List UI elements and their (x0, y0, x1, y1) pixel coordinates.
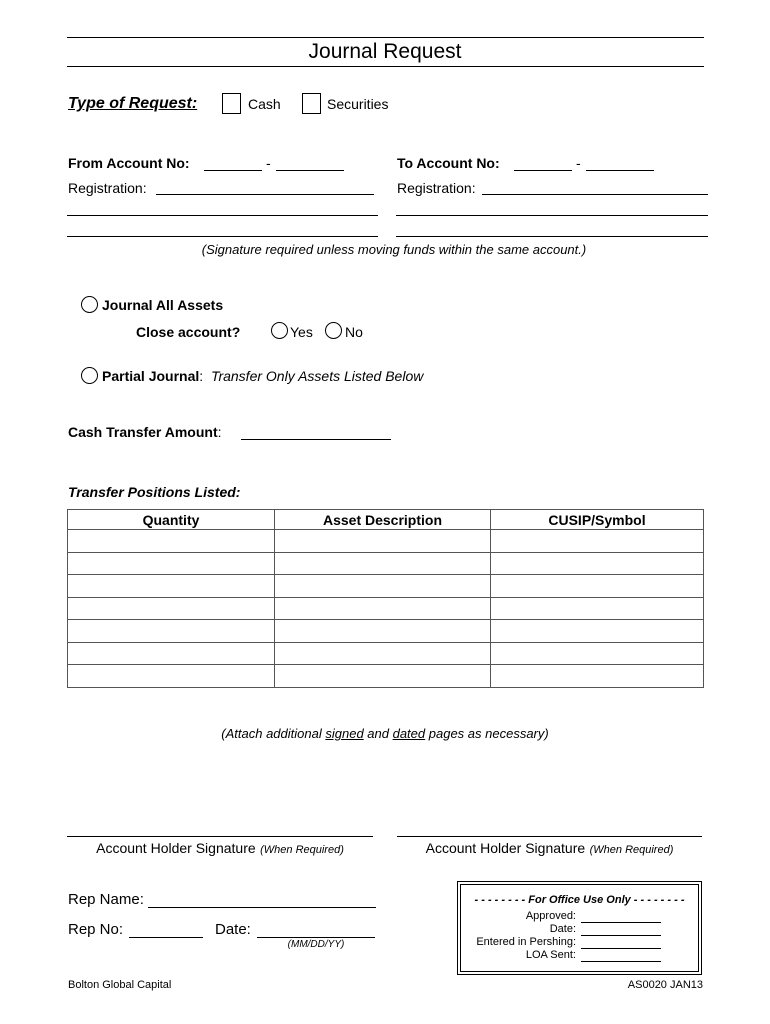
date-format-hint: (MM/DD/YY) (287, 939, 345, 950)
signature-right-label: Account Holder Signature (425, 840, 586, 856)
to-account-dash: - (576, 155, 581, 171)
rep-no-label: Rep No: (68, 921, 124, 938)
office-use-title: - - - - - - - - For Office Use Only - - - - - - - - (474, 894, 685, 906)
attach-note-dated: dated (392, 726, 426, 741)
from-registration-field-1[interactable] (156, 194, 374, 195)
rep-name-label: Rep Name: (68, 891, 144, 908)
table-row (68, 530, 704, 553)
cell-asset-description[interactable] (275, 642, 491, 665)
table-row (68, 642, 704, 665)
cell-quantity[interactable] (68, 642, 275, 665)
to-registration-field-3[interactable] (396, 236, 708, 237)
partial-journal-radio[interactable] (81, 367, 98, 384)
office-loa-label: LOA Sent: (525, 949, 576, 961)
type-of-request-label: Type of Request: (68, 95, 198, 112)
cell-quantity[interactable] (68, 530, 275, 553)
title-rule-bottom (67, 66, 704, 67)
office-entered-label: Entered in Pershing: (476, 936, 576, 948)
cell-cusip-symbol[interactable] (491, 620, 704, 643)
column-header-asset-description: Asset Description (275, 510, 491, 530)
close-account-yes-radio[interactable] (271, 322, 288, 339)
cash-transfer-colon: : (217, 424, 222, 440)
account-holder-signature-field-right[interactable] (397, 836, 702, 837)
cell-quantity[interactable] (68, 552, 275, 575)
partial-journal-note: Transfer Only Assets Listed Below (210, 368, 424, 384)
partial-journal-label: Partial Journal (102, 368, 200, 384)
attach-note-part3: pages as necessary) (425, 726, 549, 741)
from-account-field-2[interactable] (276, 170, 344, 171)
transfer-positions-label: Transfer Positions Listed: (68, 484, 241, 500)
column-header-quantity: Quantity (68, 510, 275, 530)
to-registration-field-2[interactable] (396, 215, 708, 216)
office-approved-label: Approved: (525, 910, 576, 922)
attach-note-part1: (Attach additional (221, 726, 326, 741)
securities-checkbox[interactable] (302, 93, 321, 114)
close-account-no-radio[interactable] (325, 322, 342, 339)
signature-left-note: (When Required) (260, 844, 344, 856)
attach-note-part2: and (363, 726, 393, 741)
from-account-label: From Account No: (68, 155, 190, 171)
signature-left-label: Account Holder Signature (96, 840, 256, 856)
to-account-field-1[interactable] (514, 170, 572, 171)
rep-name-field[interactable] (148, 907, 376, 908)
from-registration-field-2[interactable] (67, 215, 378, 216)
office-date-field[interactable] (581, 935, 661, 936)
cell-quantity[interactable] (68, 575, 275, 598)
to-registration-label: Registration: (397, 180, 476, 196)
close-account-label: Close account? (136, 324, 241, 340)
table-header-row (68, 510, 704, 530)
cell-quantity[interactable] (68, 597, 275, 620)
close-account-no-label: No (345, 324, 363, 340)
office-loa-field[interactable] (581, 961, 661, 962)
page-title: Journal Request (308, 40, 462, 63)
from-account-dash: - (266, 155, 271, 171)
footer-form-code: AS0020 JAN13 (627, 979, 703, 991)
table-row (68, 665, 704, 688)
table-row (68, 597, 704, 620)
signature-required-note: (Signature required unless moving funds within the same account.) (201, 242, 587, 257)
cell-cusip-symbol[interactable] (491, 642, 704, 665)
cash-checkbox[interactable] (222, 93, 241, 114)
from-account-field-1[interactable] (204, 170, 262, 171)
account-holder-signature-field-left[interactable] (67, 836, 373, 837)
close-account-yes-label: Yes (290, 324, 313, 340)
to-account-field-2[interactable] (586, 170, 654, 171)
office-date-label: Date: (549, 923, 576, 935)
attach-pages-note (0, 726, 770, 741)
cash-transfer-line (68, 424, 222, 440)
from-registration-label: Registration: (68, 180, 147, 196)
rep-no-field[interactable] (129, 937, 203, 938)
cash-transfer-label: Cash Transfer Amount (68, 424, 218, 440)
signature-right-note: (When Required) (589, 844, 674, 856)
partial-journal-colon: : (199, 368, 204, 384)
journal-all-assets-radio[interactable] (81, 296, 98, 313)
cell-quantity[interactable] (68, 665, 275, 688)
office-entered-field[interactable] (581, 948, 661, 949)
cash-transfer-amount-field[interactable] (241, 439, 391, 440)
cell-asset-description[interactable] (275, 620, 491, 643)
account-holder-signature-right (397, 840, 702, 858)
transfer-positions-table (67, 509, 704, 688)
date-label: Date: (215, 921, 251, 938)
cell-cusip-symbol[interactable] (491, 575, 704, 598)
cash-label: Cash (248, 96, 281, 112)
table-row (68, 620, 704, 643)
cell-asset-description[interactable] (275, 530, 491, 553)
to-account-label: To Account No: (397, 155, 500, 171)
cell-cusip-symbol[interactable] (491, 597, 704, 620)
cell-cusip-symbol[interactable] (491, 552, 704, 575)
cell-asset-description[interactable] (275, 597, 491, 620)
column-header-cusip-symbol: CUSIP/Symbol (491, 510, 704, 530)
securities-label: Securities (327, 96, 389, 112)
attach-note-signed: signed (325, 726, 364, 741)
table-body (68, 530, 704, 688)
cell-cusip-symbol[interactable] (491, 665, 704, 688)
from-registration-field-3[interactable] (67, 236, 378, 237)
cell-asset-description[interactable] (275, 665, 491, 688)
partial-journal-line (102, 368, 423, 384)
cell-cusip-symbol[interactable] (491, 530, 704, 553)
to-registration-field-1[interactable] (482, 194, 708, 195)
cell-quantity[interactable] (68, 620, 275, 643)
footer-company: Bolton Global Capital (68, 979, 172, 991)
date-field[interactable] (257, 937, 375, 938)
office-approved-field[interactable] (581, 922, 661, 923)
cell-asset-description[interactable] (275, 575, 491, 598)
cell-asset-description[interactable] (275, 552, 491, 575)
table-row (68, 575, 704, 598)
table-row (68, 552, 704, 575)
office-use-only-box (460, 884, 699, 972)
title-rule-top (67, 37, 704, 38)
account-holder-signature-left (67, 840, 373, 858)
journal-all-assets-label: Journal All Assets (102, 297, 224, 313)
